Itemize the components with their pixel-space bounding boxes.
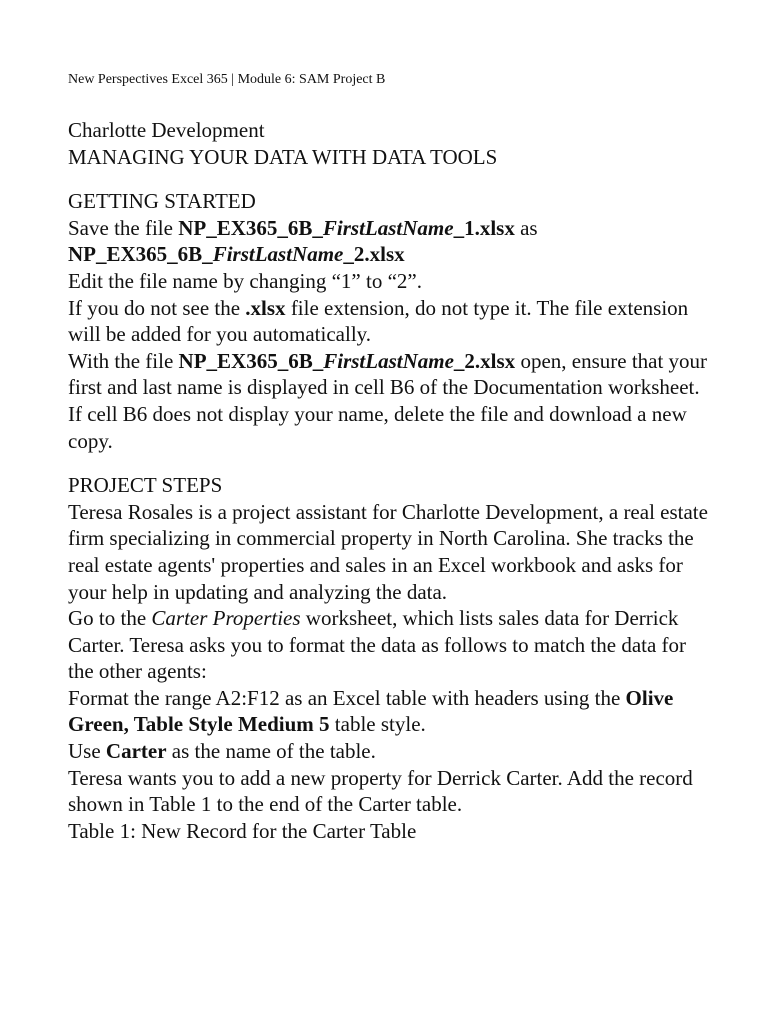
company-name: Charlotte Development bbox=[68, 118, 265, 142]
format-instruction: Format the range A2:F12 as an Excel table with headers using the Olive Green, Table Style Medium 5 table style. bbox=[68, 685, 674, 737]
b6-instruction: If cell B6 does not display your name, delete the file and download a new copy. bbox=[68, 401, 687, 453]
table-caption: Table 1: New Record for the Carter Table bbox=[68, 818, 417, 843]
page-header: New Perspectives Excel 365 | Module 6: SAM Project B bbox=[68, 72, 386, 87]
open-instruction: With the file NP_EX365_6B_FirstLastName_2.xlsx open, ensure that your first and last name is displayed in cell B6 of the Documentation worksheet. bbox=[68, 348, 708, 400]
add-record-instruction: Teresa wants you to add a new property for Derrick Carter. Add the record shown in Table 1 to the end of the Carter table. bbox=[68, 765, 693, 817]
project-intro: Teresa Rosales is a project assistant for Charlotte Development, a real estate firm specializing in commercial property in North Carolina. She tracks the real estate agents' properties and sales in an Excel workbook and asks for your help in updating and analyzing the data. bbox=[68, 499, 708, 604]
target-filename: NP_EX365_6B_FirstLastName_2.xlsx bbox=[68, 242, 405, 267]
document-subtitle: MANAGING YOUR DATA WITH DATA TOOLS bbox=[68, 144, 498, 169]
open-filename: NP_EX365_6B_FirstLastName_2.xlsx bbox=[178, 348, 516, 373]
save-instruction: Save the file NP_EX365_6B_FirstLastName_1.xlsx as NP_EX365_6B_FirstLastName_2.xlsx bbox=[68, 215, 538, 267]
document-body bbox=[68, 117, 708, 844]
extension-instruction: If you do not see the .xlsx file extension, do not type it. The file extension will be added for you automatically. bbox=[68, 295, 689, 347]
goto-instruction: Go to the Carter Properties worksheet, which lists sales data for Derrick Carter. Teresa asks you to format the data as follows to match the data for the other agents: bbox=[68, 606, 687, 684]
source-filename: NP_EX365_6B_FirstLastName_1.xlsx bbox=[178, 215, 515, 240]
edit-instruction: Edit the file name by changing “1” to “2”. bbox=[68, 268, 422, 293]
getting-started-heading: GETTING STARTED bbox=[68, 189, 256, 214]
project-steps-heading: PROJECT STEPS bbox=[68, 473, 223, 498]
table-name-instruction: Use Carter as the name of the table. bbox=[68, 739, 376, 764]
